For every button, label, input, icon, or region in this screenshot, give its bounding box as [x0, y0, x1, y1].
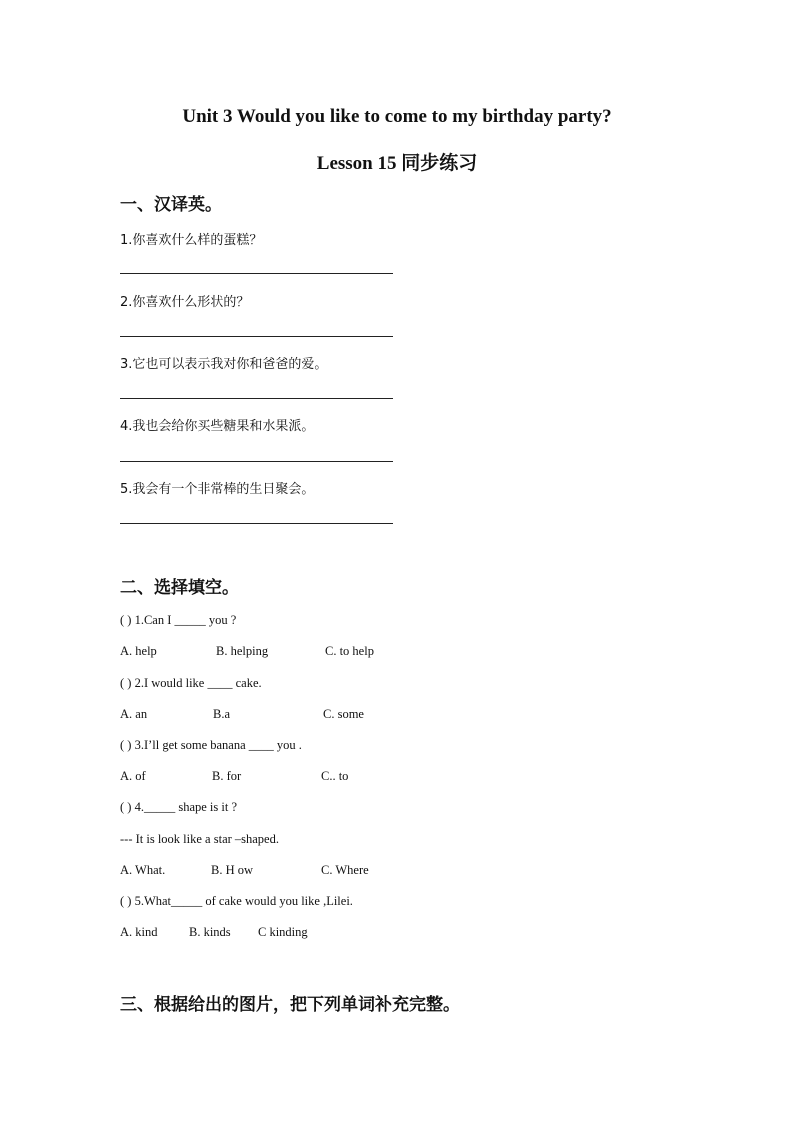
section-heading-translation: 一、汉译英。: [120, 195, 222, 215]
page-title: Unit 3 Would you like to come to my birthday party?: [182, 106, 612, 127]
answer-line-4[interactable]: [120, 461, 393, 462]
mc-stem-2: ( ) 2.I would like ____ cake.: [120, 676, 262, 690]
mc-option-1a: A. help: [120, 644, 157, 658]
question-5: 5.我会有一个非常棒的生日聚会。: [120, 482, 315, 497]
question-1: 1.你喜欢什么样的蛋糕？: [120, 233, 263, 248]
answer-line-1[interactable]: [120, 273, 393, 274]
mc-stem-3: ( ) 3.I’ll get some banana ____ you .: [120, 738, 302, 752]
question-4: 4.我也会给你买些糖果和水果派。: [120, 419, 315, 434]
page-subtitle: Lesson 15 同步练习: [316, 153, 478, 174]
mc-option-2a: A. an: [120, 707, 148, 721]
mc-stem-5: ( ) 5.What_____ of cake would you like ,Lilei.: [120, 894, 353, 908]
question-3: 3.它也可以表示我对你和爸爸的爱。: [120, 357, 328, 372]
mc-option-3b: B. for: [212, 769, 242, 783]
section-heading-multiple-choice: 二、选择填空。: [120, 578, 239, 598]
mc-option-5b: B. kinds: [189, 925, 231, 939]
mc-option-2c: C. some: [323, 707, 364, 721]
mc-stem-4: ( ) 4._____ shape is it ?: [120, 800, 237, 814]
mc-option-5c: C kinding: [258, 925, 308, 939]
mc-option-2b: B.a: [213, 707, 231, 721]
section-heading-word-completion: 三、根据给出的图片，把下列单词补充完整。: [120, 995, 460, 1015]
mc-stem-1: ( ) 1.Can I _____ you ?: [120, 613, 237, 627]
mc-option-4a: A. What.: [120, 863, 166, 877]
answer-line-3[interactable]: [120, 398, 393, 399]
mc-option-4c: C. Where: [321, 863, 369, 877]
question-2: 2.你喜欢什么形状的？: [120, 295, 250, 310]
mc-option-1c: C. to help: [325, 644, 374, 658]
mc-option-3c: C.. to: [321, 769, 349, 783]
answer-line-5[interactable]: [120, 523, 393, 524]
answer-line-2[interactable]: [120, 336, 393, 337]
mc-option-4b: B. H ow: [211, 863, 254, 877]
mc-extra-4: --- It is look like a star –shaped.: [120, 832, 279, 846]
mc-option-5a: A. kind: [120, 925, 158, 939]
mc-option-1b: B. helping: [216, 644, 269, 658]
mc-option-3a: A. of: [120, 769, 146, 783]
